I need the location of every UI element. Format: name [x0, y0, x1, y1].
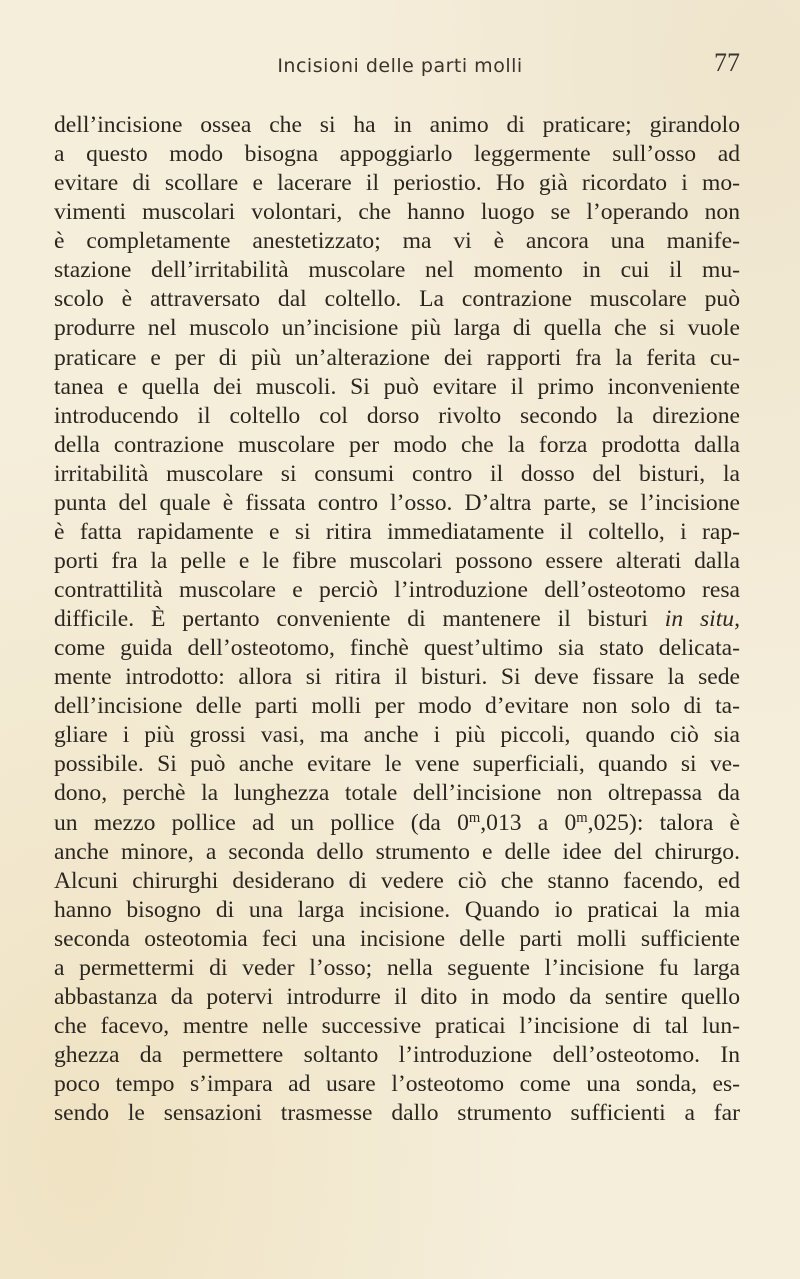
page-number: 77	[714, 48, 740, 77]
text-line: è completamente anestetizzato; ma vi è ancora una manife-	[54, 228, 740, 255]
text-line: poco tempo s’impara ad usare l’osteotomo come una sonda, es-	[54, 1071, 740, 1098]
text-line-measurements	[54, 809, 740, 838]
running-title: Incisioni delle parti molli	[277, 55, 523, 77]
text-line: anche minore, a seconda dello strumento e delle idee del chirurgo.	[54, 838, 740, 865]
text-line: sendo le sensazioni trasmesse dallo strumento sufficienti a far	[54, 1100, 740, 1127]
text-line: stazione dell’irritabilità muscolare nel momento in cui il mu-	[54, 257, 740, 284]
text-line: porti fra la pelle e le fibre muscolari possono essere alterati dalla	[54, 547, 740, 574]
text-segment: ,025): talora è	[587, 809, 740, 836]
text-line: che facevo, mentre nelle successive praticai l’incisione di tal lun-	[54, 1012, 740, 1039]
text-line: è fatta rapidamente e si ritira immediatamente il coltello, i rap-	[54, 518, 740, 545]
text-line: seconda osteotomia feci una incisione delle parti molli sufficiente	[54, 925, 740, 952]
text-line: dell’incisione delle parti molli per modo d’evitare non solo di ta-	[54, 693, 740, 720]
text-line: introducendo il coltello col dorso rivolto secondo la direzione	[54, 402, 740, 429]
text-line: come guida dell’osteotomo, finchè quest’ultimo sia stato delicata-	[54, 635, 740, 662]
text-line: a permettermi di veder l’osso; nella seguente l’incisione fu larga	[54, 954, 740, 981]
text-line: vimenti muscolari volontari, che hanno luogo se l’operando non	[54, 199, 740, 226]
text-line: dono, perchè la lunghezza totale dell’incisione non oltrepassa da	[54, 780, 740, 807]
superscript-m: m	[576, 809, 588, 826]
body-text	[54, 111, 740, 1128]
italic-in-situ: in situ,	[664, 606, 740, 633]
text-line: irritabilità muscolare si consumi contro il dosso del bisturi, la	[54, 460, 740, 487]
text-line-in-situ	[54, 605, 740, 634]
text-line: hanno bisogno di una larga incisione. Quando io praticai la mia	[54, 896, 740, 923]
text-line: scolo è attraversato dal coltello. La contrazione muscolare può	[54, 286, 740, 313]
text-line: tanea e quella dei muscoli. Si può evitare il primo inconveniente	[54, 373, 740, 400]
text-line: produrre nel muscolo un’incisione più larga di quella che si vuole	[54, 315, 740, 342]
text-line: Alcuni chirurghi desiderano di vedere ciò che stanno facendo, ed	[54, 867, 740, 894]
text-segment: ,013 a 0	[480, 809, 577, 836]
text-line: a questo modo bisogna appoggiarlo leggermente sull’osso ad	[54, 141, 740, 168]
text-line: punta del quale è fissata contro l’osso. D’altra parte, se l’incisione	[54, 489, 740, 516]
text-line: possibile. Si può anche evitare le vene superficiali, quando si ve-	[54, 751, 740, 778]
text-line: gliare i più grossi vasi, ma anche i più piccoli, quando ciò sia	[54, 722, 740, 749]
superscript-m: m	[468, 809, 481, 826]
text-line: ghezza da permettere soltanto l’introduzione dell’osteotomo. In	[54, 1042, 740, 1068]
text-segment: difficile. È pertanto conveniente di mantenere il bisturi	[54, 606, 665, 633]
text-line: abbastanza da potervi introdurre il dito in modo da sentire quello	[54, 983, 740, 1010]
text-line: evitare di scollare e lacerare il periostio. Ho già ricordato i mo-	[54, 170, 740, 197]
text-line: della contrazione muscolare per modo che la forza prodotta dalla	[54, 431, 740, 458]
text-line: dell’incisione ossea che si ha in animo di praticare; girandolo	[54, 112, 740, 138]
text-line: praticare e per di più un’alterazione dei rapporti fra la ferita cu-	[54, 344, 740, 371]
text-line: contrattilità muscolare e perciò l’introduzione dell’osteotomo resa	[54, 577, 740, 603]
text-line: mente introdotto: allora si ritira il bisturi. Si deve fissare la sede	[54, 664, 740, 691]
text-segment: un mezzo pollice ad un pollice (da 0	[54, 809, 469, 836]
